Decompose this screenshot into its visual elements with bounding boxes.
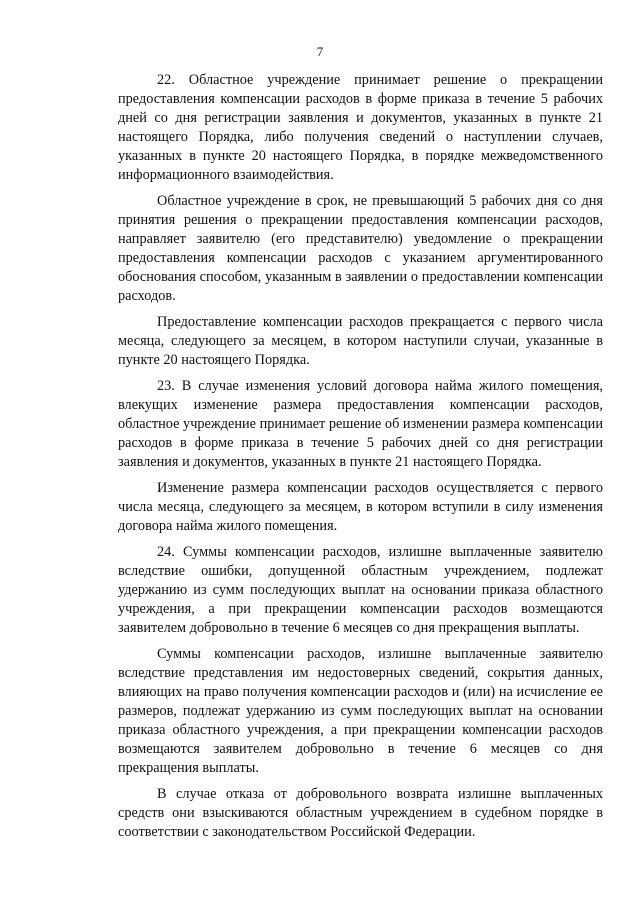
document-body [118, 71, 603, 849]
paragraph-22-decision-termination: 22. Областное учреждение принимает решение о прекращении предоставления компенсации расходов в форме приказа в течение 5 рабочих дней со дня регистрации заявления и документов, указанных в пункте 21 настоящего Порядка, либо получения сведений о наступлении случаев, указанных в пункте 20 настоящего Порядка, в порядке межведомственного информационного взаимодействия. [118, 72, 603, 183]
paragraph-change-date: Изменение размера компенсации расходов осуществляется с первого числа месяца, следующего за месяцем, в котором вступили в силу изменения договора найма жилого помещения. [118, 480, 603, 534]
paragraph-24-overpayment-error: 24. Суммы компенсации расходов, излишне выплаченные заявителю вследствие ошибки, допущенной областным учреждением, подлежат удержанию из сумм последующих выплат на основании приказа областного учреждения, а при прекращении компенсации расходов возмещаются заявителем добровольно в течение 6 месяцев со дня прекращения выплаты. [118, 544, 603, 636]
page-number: 7 [316, 44, 324, 59]
paragraph-termination-date: Предоставление компенсации расходов прекращается с первого числа месяца, следующего за месяцем, в котором наступили случаи, указанные в пункте 20 настоящего Порядка. [118, 314, 603, 368]
paragraph-overpayment-false-info: Суммы компенсации расходов, излишне выплаченные заявителю вследствие представления им недостоверных сведений, сокрытия данных, влияющих на право получения компенсации расходов и (или) на исчисление ее размеров, подлежат удержанию из сумм последующих выплат на основании приказа областного учреждения, а при прекращении компенсации расходов возмещаются заявителем добровольно в течение 6 месяцев со дня прекращения выплаты. [118, 646, 603, 776]
paragraph-notification-termination: Областное учреждение в срок, не превышающий 5 рабочих дня со дня принятия решения о прекращении предоставления компенсации расходов, направляет заявителю (его представителю) уведомление о прекращении предоставления компенсации расходов с указанием аргументированного обоснования способом, указанным в заявлении о предоставлении компенсации расходов. [118, 193, 603, 304]
paragraph-court-recovery: В случае отказа от добровольного возврата излишне выплаченных средств они взыскиваются областным учреждением в судебном порядке в соответствии с законодательством Российской Федерации. [118, 786, 603, 840]
paragraph-23-contract-change: 23. В случае изменения условий договора найма жилого помещения, влекущих изменение размера предоставления компенсации расходов, областное учреждение принимает решение об изменении размера компенсации расходов в форме приказа в течение 5 рабочих дней со дня регистрации заявления и документов, указанных в пункте 21 настоящего Порядка. [118, 378, 603, 470]
